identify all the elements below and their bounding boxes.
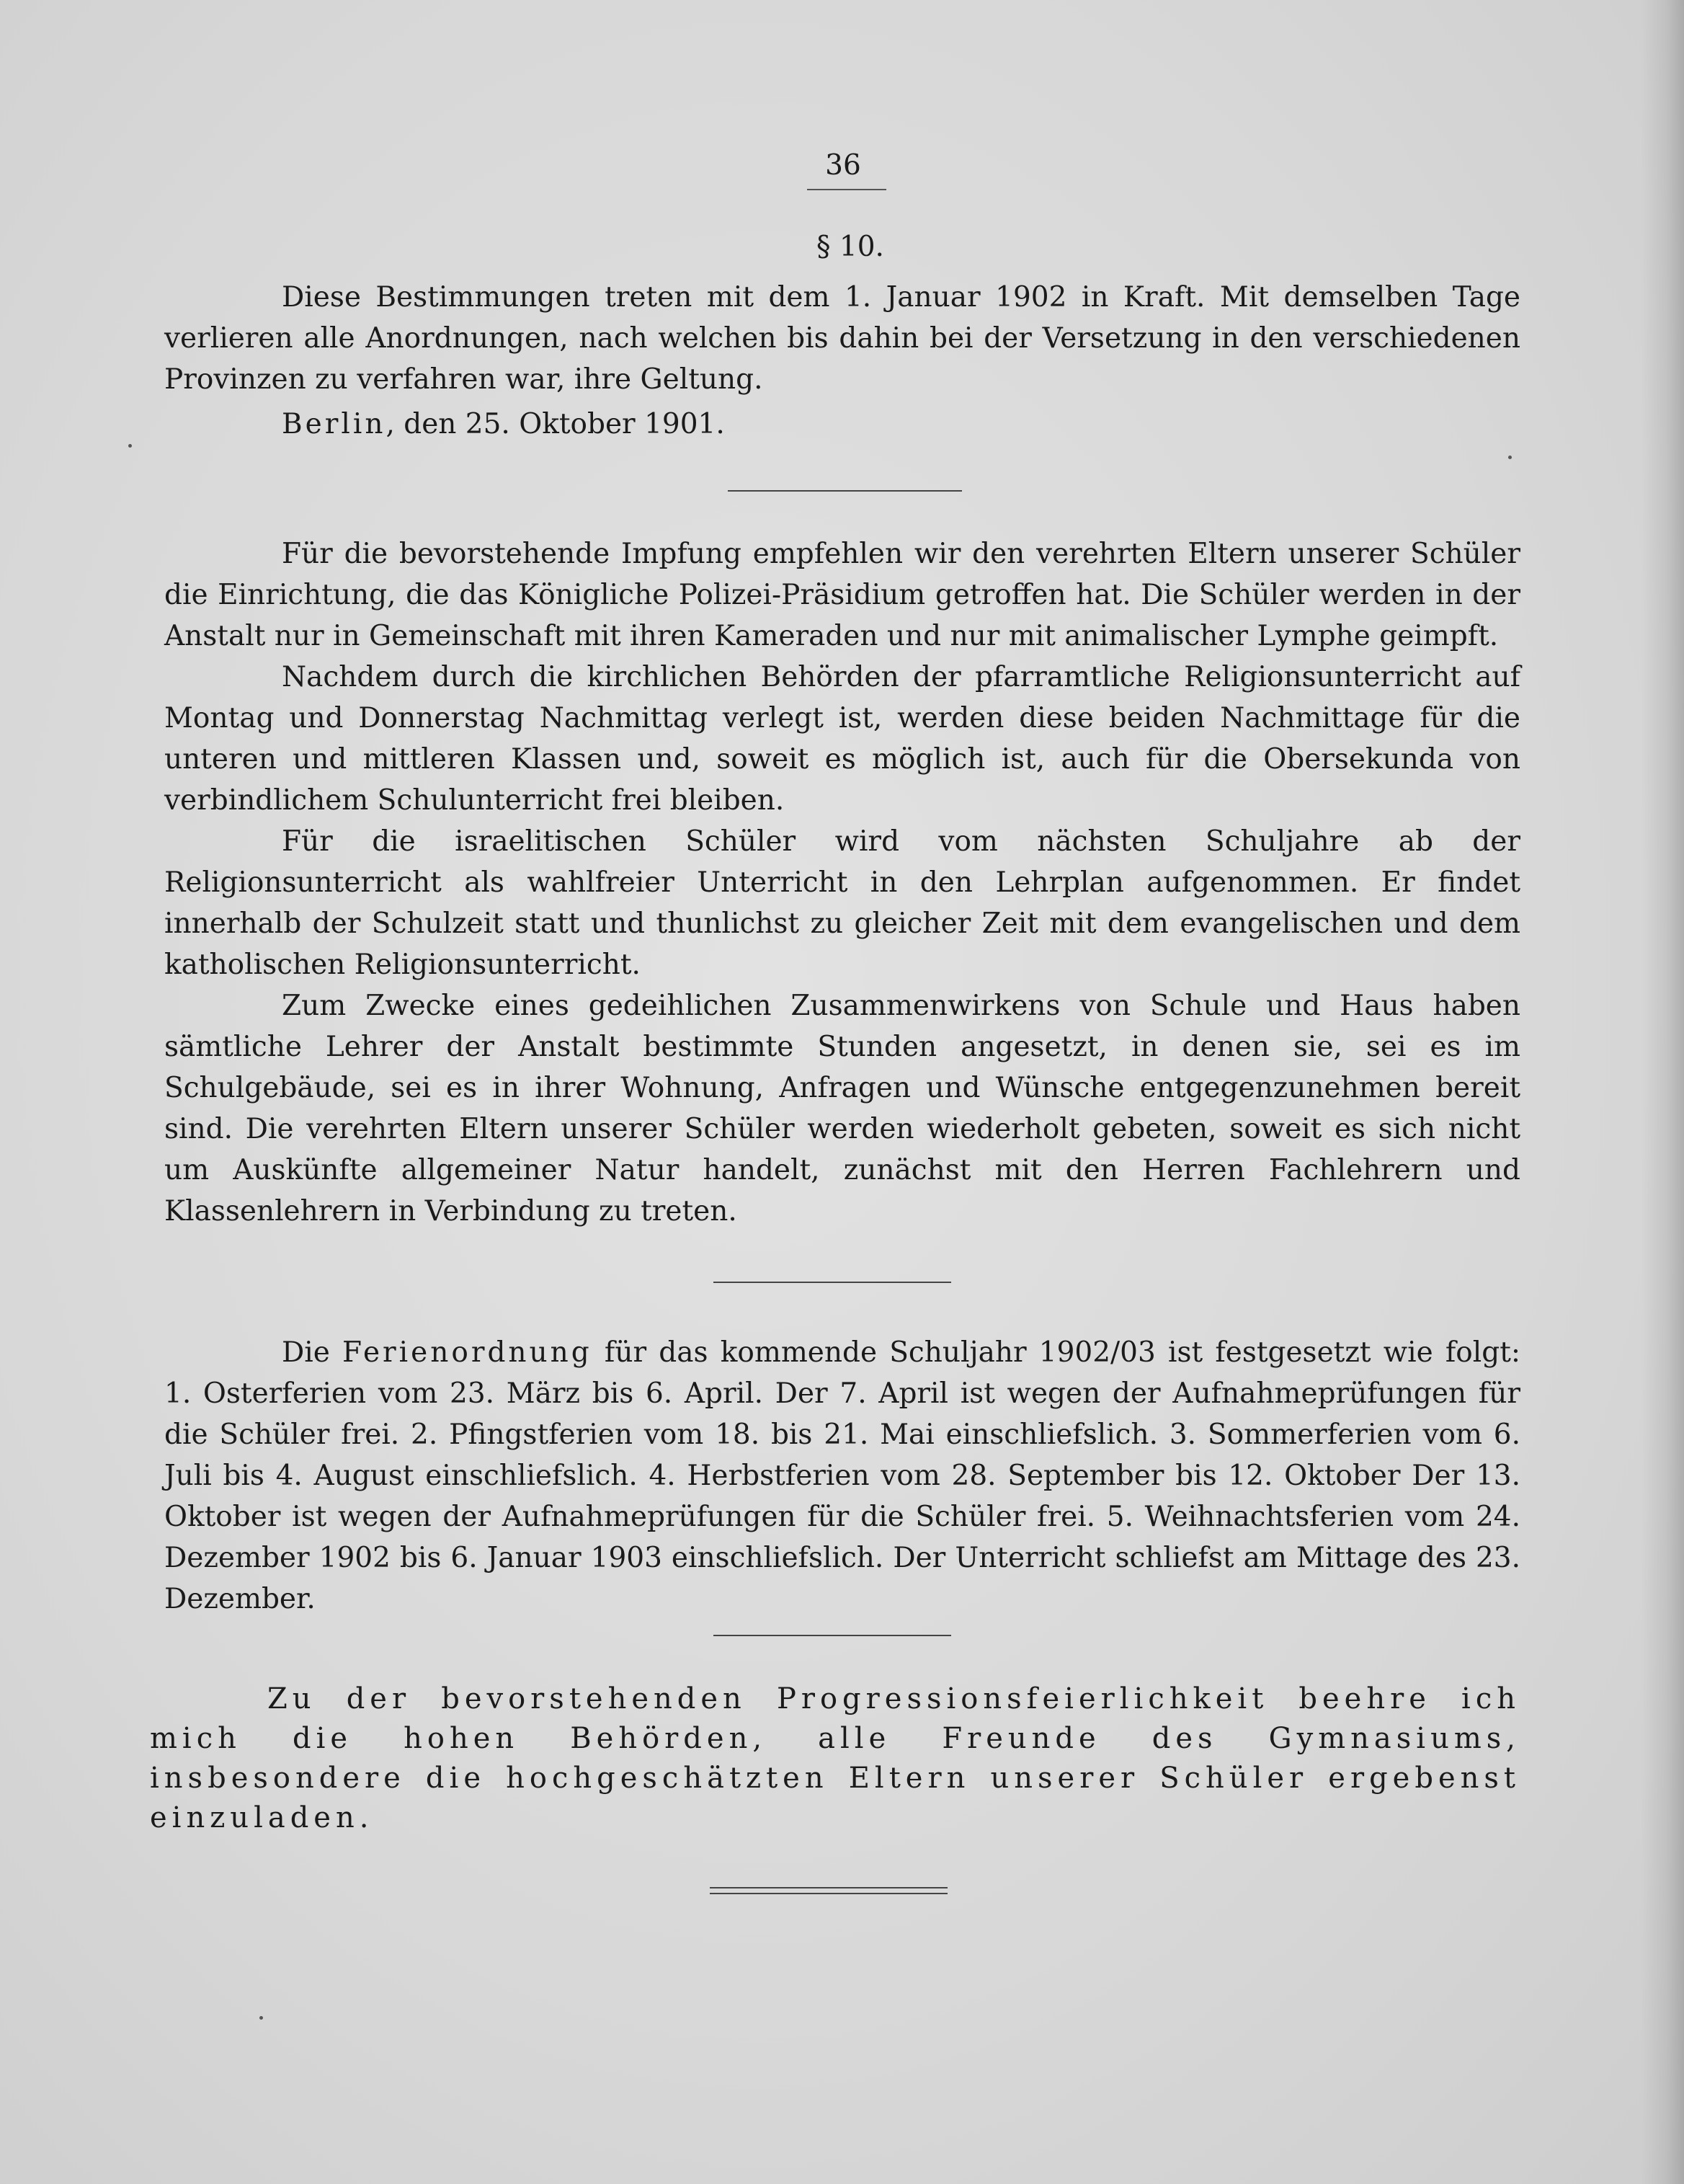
page-edge-shadow (1641, 0, 1684, 2184)
invitation-paragraph: Zu der bevorstehenden Progressionsfeierlichkeit beehre ich mich die hohen Behörden, alle Freunde des Gymnasiums, insbesondere die hochgeschätzten Eltern unserer Schüler ergebenst einzuladen. (150, 1682, 1520, 1834)
closing-double-rule (710, 1887, 948, 1894)
holiday-text: für das kommende Schuljahr 1902/03 ist festgesetzt wie folgt: 1. Osterferien vom 23. März bis 6. April. Der 7. April ist wegen der Aufnahmeprüfungen für die Schüler frei. 2. Pfingstferien vom 18. bis 21. Mai einschliefslich. 3. Sommerferien vom 6. Juli bis 4. August einschliefslich. 4. Herbstferien vom 28. September bis 12. Oktober Der 13. Oktober ist wegen der Aufnahmeprüfungen für die Schüler frei. 5. Weihnachtsferien vom 24. Dezember 1902 bis 6. Januar 1903 einschliefslich. Der Unterricht schliefst am Mittage des 23. Dezember. (164, 1336, 1521, 1615)
scan-speck (1508, 456, 1512, 459)
section-10-paragraph: Diese Bestimmungen treten mit dem 1. Januar 1902 in Kraft. Mit demselben Tage verlieren alle Anordnungen, nach welchen bis dahin bei der Versetzung in den verschiedenen Provinzen zu verfahren war, ihre Geltung. (164, 281, 1520, 396)
dateline (282, 404, 725, 445)
holiday-paragraph (164, 1332, 1520, 1620)
section-divider (713, 1282, 951, 1283)
announcement-jewish-religion: Für die israelitischen Schüler wird vom nächsten Schuljahre ab der Religionsunterricht als wahlfreier Unterricht in den Lehrplan aufgenommen. Er findet innerhalb der Schulzeit statt und thunlichst zu gleicher Zeit mit dem evangelischen und dem katholischen Religionsunterricht. (164, 825, 1520, 981)
announcements (164, 533, 1520, 1232)
section-divider (728, 490, 962, 492)
holiday-keyword: Ferienordnung (342, 1336, 592, 1369)
invitation (150, 1679, 1520, 1838)
holiday-lead: Die (282, 1336, 343, 1369)
page-number-underline (807, 189, 886, 190)
announcement-consultation-hours: Zum Zwecke eines gedeihlichen Zusammenwirkens von Schule und Haus haben sämtliche Lehrer der Anstalt bestimmte Stunden angesetzt, in denen sie, sei es im Schulgebäude, sei es in ihrer Wohnung, Anfragen und Wünsche entgegenzunehmen bereit sind. Die verehrten Eltern unserer Schüler werden wiederholt gebeten, soweit es sich nicht um Auskünfte allgemeiner Natur handelt, zunächst mit den Herren Fachlehrern und Klassenlehrern in Verbindung zu treten. (164, 990, 1520, 1228)
scan-speck (128, 444, 132, 448)
scan-speck (259, 2016, 263, 2020)
section-divider (713, 1635, 951, 1636)
announcement-religion-schedule: Nachdem durch die kirchlichen Behörden der pfarramtliche Religionsunterricht auf Montag und Donnerstag Nachmittag verlegt ist, werden diese beiden Nachmittage für die unteren und mittleren Klassen und, soweit es möglich ist, auch für die Obersekunda von verbindlichem Schulunterricht frei bleiben. (164, 661, 1520, 817)
holiday-schedule (164, 1332, 1520, 1620)
announcement-vaccination: Für die bevorstehende Impfung empfehlen wir den verehrten Eltern unserer Schüler die Einrichtung, die das Königliche Polizei-Präsidium getroffen hat. Die Schüler werden in der Anstalt nur in Gemeinschaft mit ihren Kameraden und nur mit animalischer Lymphe geimpft. (164, 538, 1520, 652)
dateline-place: Berlin (282, 408, 386, 440)
section-10-text (164, 277, 1520, 400)
page-number: 36 (825, 149, 861, 182)
section-heading: § 10. (816, 231, 884, 263)
dateline-date: , den 25. Oktober 1901. (386, 408, 725, 440)
